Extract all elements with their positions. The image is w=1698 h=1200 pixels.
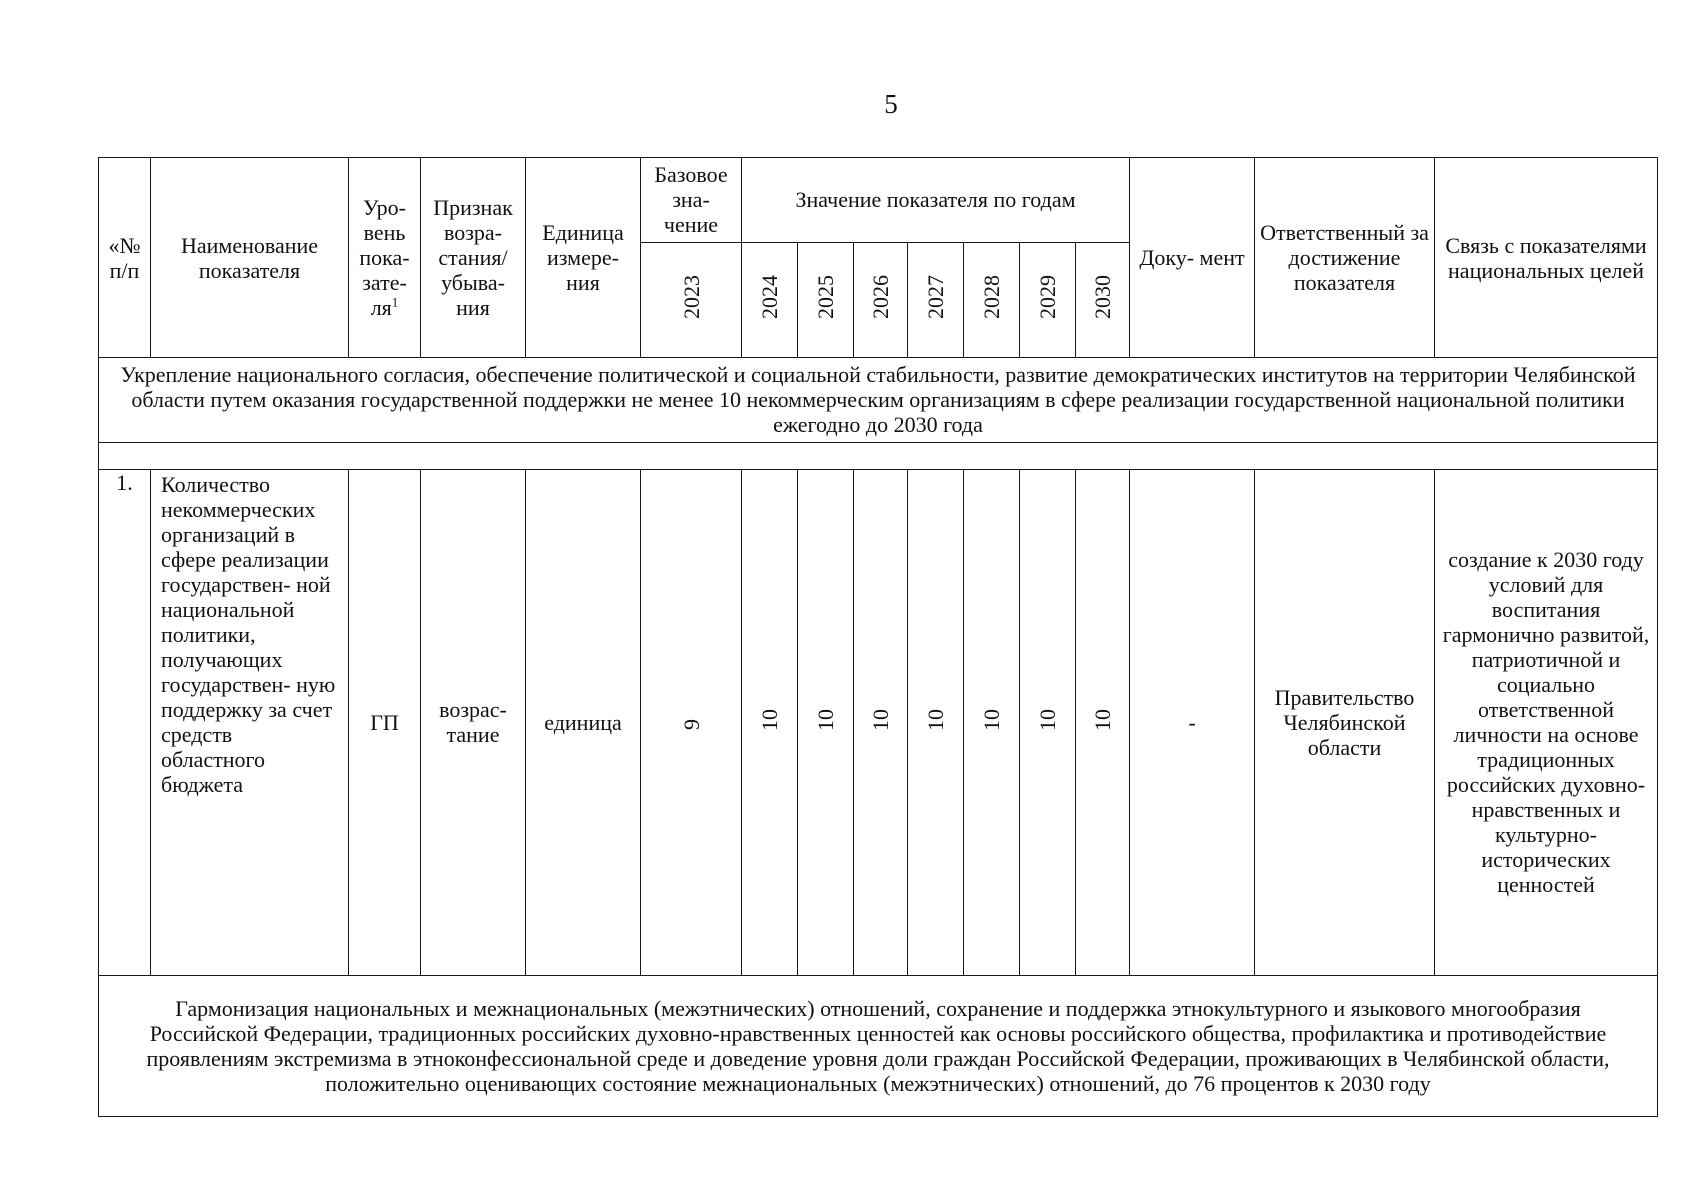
row-document: - bbox=[1130, 469, 1255, 975]
header-name: Наименование показателя bbox=[151, 158, 349, 358]
header-base: Базовое зна- чение bbox=[641, 158, 742, 243]
header-year bbox=[908, 242, 964, 358]
table-row bbox=[99, 469, 1658, 975]
header-year bbox=[1020, 242, 1076, 358]
header-level-footnote: 1 bbox=[391, 294, 399, 310]
header-year-text: 2027 bbox=[923, 275, 948, 320]
header-level-text: Уро- вень пока- зате- ля bbox=[359, 195, 410, 321]
header-year-text: 2025 bbox=[813, 275, 838, 320]
row-base-value-text: 9 bbox=[678, 718, 704, 730]
row-year-value-text: 10 bbox=[813, 708, 838, 731]
header-year bbox=[742, 242, 798, 358]
header-year-text: 2029 bbox=[1035, 275, 1060, 320]
header-year-text: 2024 bbox=[757, 275, 782, 320]
row-year-value bbox=[854, 469, 908, 975]
row-link-national-goals: создание к 2030 году условий для воспитания гармонично развитой, патриотичной и социально ответственной личности на основе традиционных российских духовно- нравственных и культурно- исторических ценностей bbox=[1435, 469, 1658, 975]
header-document: Доку- мент bbox=[1130, 158, 1255, 358]
row-year-value-text: 10 bbox=[868, 708, 893, 731]
header-year bbox=[964, 242, 1020, 358]
header-year-text: 2028 bbox=[979, 275, 1004, 320]
row-base-value bbox=[641, 469, 742, 975]
header-num: «№ п/п bbox=[99, 158, 151, 358]
row-trend: возрас- тание bbox=[421, 469, 526, 975]
row-indicator-name: Количество некоммерческих организаций в сфере реализации государствен- ной национальной политики, получающих государствен- ную поддержку за счет средств областного бюджета bbox=[151, 469, 349, 975]
row-responsible: Правительство Челябинской области bbox=[1255, 469, 1435, 975]
row-year-value-text: 10 bbox=[923, 708, 948, 731]
row-year-value-text: 10 bbox=[979, 708, 1004, 731]
header-level bbox=[349, 158, 421, 358]
row-year-value bbox=[964, 469, 1020, 975]
section-row bbox=[99, 358, 1658, 443]
header-responsible: Ответственный за достижение показателя bbox=[1255, 158, 1435, 358]
header-unit: Единица измере- ния bbox=[526, 158, 641, 358]
empty-cell bbox=[99, 442, 1658, 469]
empty-row bbox=[99, 442, 1658, 469]
row-year-value bbox=[798, 469, 854, 975]
row-level: ГП bbox=[349, 469, 421, 975]
header-year-text: 2026 bbox=[868, 275, 893, 320]
row-year-value-text: 10 bbox=[1035, 708, 1060, 731]
section-title: Укрепление национального согласия, обеспечение политической и социальной стабильности, развитие демократических институтов на территории Челябинской области путем оказания государственной поддержки не менее 10 некоммерческим организациям в сфере реализации государственной национальной политики ежегодно до 2030 года bbox=[99, 358, 1658, 443]
header-year-text: 2030 bbox=[1090, 275, 1115, 320]
indicators-table bbox=[98, 157, 1658, 1117]
row-year-value bbox=[908, 469, 964, 975]
header-link: Связь с показателями национальных целей bbox=[1435, 158, 1658, 358]
section-row bbox=[99, 976, 1658, 1117]
section-title: Гармонизация национальных и межнациональных (межэтнических) отношений, сохранение и поддержка этнокультурного и языкового многообразия Российской Федерации, традиционных российских духовно-нравственных ценностей как основы российского общества, профилактика и противодействие проявлениям экстремизма в этноконфессиональной среде и доведение уровня доли граждан Российской Федерации, проживающих в Челябинской области, положительно оценивающих состояние межнациональных (межэтнических) отношений, до 76 процентов к 2030 году bbox=[99, 976, 1658, 1117]
row-year-value bbox=[1076, 469, 1130, 975]
header-base-year bbox=[641, 242, 742, 358]
page-number: 5 bbox=[884, 89, 898, 119]
row-year-value bbox=[742, 469, 798, 975]
header-base-year-text: 2023 bbox=[678, 275, 704, 320]
header-row-1 bbox=[99, 158, 1658, 243]
row-year-value bbox=[1020, 469, 1076, 975]
row-year-value-text: 10 bbox=[1090, 708, 1115, 731]
header-values-by-year: Значение показателя по годам bbox=[742, 158, 1130, 243]
row-unit: единица bbox=[526, 469, 641, 975]
row-year-value-text: 10 bbox=[757, 708, 782, 731]
row-num: 1. bbox=[99, 469, 151, 975]
header-year bbox=[1076, 242, 1130, 358]
header-year bbox=[854, 242, 908, 358]
header-year bbox=[798, 242, 854, 358]
header-trend: Признак возра- стания/ убыва- ния bbox=[421, 158, 526, 358]
